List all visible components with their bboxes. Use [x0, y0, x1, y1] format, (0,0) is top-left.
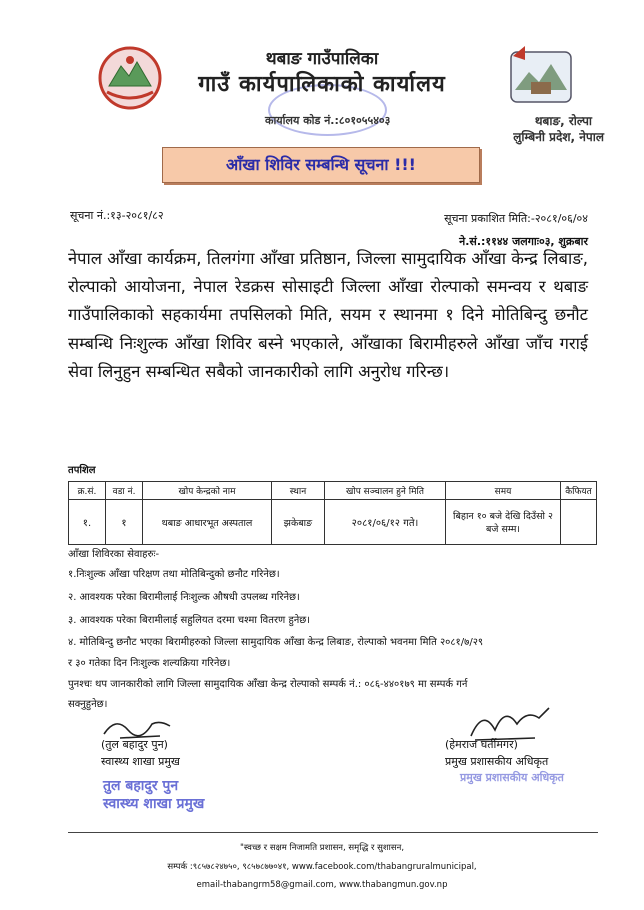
table-cell: थबाङ आधारभूत अस्पताल: [143, 500, 272, 545]
left-stamp-name: तुल बहादुर पुन: [103, 778, 179, 794]
col-header: कैफियत: [561, 482, 597, 500]
service-item: सक्नुहुनेछ।: [68, 699, 108, 710]
service-item: १.निःशुल्क आँखा परिक्षण तथा मोतिबिन्दुको छनौट गरिनेछ।: [68, 569, 280, 580]
left-signatory-title: स्वास्थ्य शाखा प्रमुख: [101, 755, 180, 768]
table-cell: १.: [69, 500, 106, 545]
nepal-sambat-date: ने.सं.:११४४ जलगाः०३, शुक्रबार: [459, 235, 588, 248]
table-header-row: [69, 482, 597, 500]
table-cell: २०८१/०६/१२ गते।: [325, 500, 446, 545]
published-date: सूचना प्रकाशित मिति:-२०८१/०६/०४: [444, 212, 588, 225]
services-heading: आँखा शिविरका सेवाहरुः-: [68, 549, 160, 560]
schedule-table: [68, 481, 597, 545]
office-title: गाउँ कार्यपालिकाको कार्यालय: [198, 72, 446, 97]
left-stamp-title: स्वास्थ्य शाखा प्रमुख: [103, 796, 205, 812]
service-item: ४. मोतिबिन्दु छनौट भएका बिरामीहरुको जिल्ला सामुदायिक आँखा केन्द्र लिबाङ, रोल्पाको भवनमा मिति २०८१/७/२९: [68, 637, 484, 648]
table-cell: [561, 500, 597, 545]
right-signatory-name: (हेमराज घर्तीमगर): [445, 738, 518, 751]
service-item: र ३० गतेका दिन निःशुल्क शल्यक्रिया गरिनेछ।: [68, 658, 231, 669]
notice-title-banner: आँखा शिविर सम्बन्धि सूचना !!!: [162, 147, 480, 183]
table-caption: तपशिल: [68, 465, 96, 476]
col-header: वडा नं.: [106, 482, 143, 500]
service-item: ३. आवश्यक परेका बिरामीलाई सहुलियत दरमा चश्मा वितरण हुनेछ।: [68, 615, 311, 626]
footer-email-web: email-thabangrm58@gmail.com, www.thabangmun.gov.np: [196, 880, 448, 890]
table-cell: १: [106, 500, 143, 545]
notice-body: नेपाल आँखा कार्यक्रम, तिलगंगा आँखा प्रतिष्ठान, जिल्ला सामुदायिक आँखा केन्द्र लिबाङ, रोल्पाको आयोजना, नेपाल रेडक्रस सोसाइटी जिल्ला आँखा रोल्पाको समन्वय र थबाङ गाउँपालिकाको सहकार्यमा तपसिलको मिति, सयम र स्थानमा १ दिने मोतिबिन्दु छनौट सम्बन्धि निःशुल्क आँखा शिविर बस्ने भएकाले, आँखाका बिरामीहरुले आँखा जाँच गराई सेवा लिनुहुन सम्बन्धित सबैको जानकारीको लागि अनुरोध गरिन्छ।: [68, 249, 588, 381]
table-cell: बिहान १० बजे देखि दिउँसो २ बजे सम्म।: [446, 500, 561, 545]
col-header: खोप केन्द्रको नाम: [143, 482, 272, 500]
footer-contact: सम्पर्क :९८५७८२४७५०, ९८५७८७७०४१, www.facebook.com/thabangruralmunicipal,: [167, 862, 477, 872]
address-line-1: थबाङ, रोल्पा: [534, 114, 592, 128]
col-header: स्थान: [272, 482, 325, 500]
left-signatory-name: (तुल बहादुर पुन): [101, 738, 168, 751]
right-stamp: प्रमुख प्रशासकीय अधिकृत: [460, 771, 564, 784]
col-header: क्र.सं.: [69, 482, 106, 500]
col-header: समय: [446, 482, 561, 500]
address-line-2: लुम्बिनी प्रदेश, नेपाल: [513, 130, 604, 144]
service-item: २. आवश्यक परेका बिरामीलाई निःशुल्क औषधी उपलब्ध गरिनेछ।: [68, 592, 300, 603]
col-header: खोप सञ्चालन हुने मिति: [325, 482, 446, 500]
table-cell: झकेबाङ: [272, 500, 325, 545]
footer-divider: [68, 832, 598, 833]
table-row: [69, 500, 597, 545]
service-item: पुनश्चः थप जानकारीको लागि जिल्ला सामुदायिक आँखा केन्द्र रोल्पाको सम्पर्क नं.: ०८६-४४०१७९ मा सम्पर्क गर्न: [68, 679, 468, 690]
right-signatory-title: प्रमुख प्रशासकीय अधिकृत: [445, 755, 549, 768]
municipality-name: थबाङ गाउँपालिका: [265, 49, 379, 69]
office-code: कार्यालय कोड नं.:८०१०५५४०३: [265, 114, 391, 127]
notice-ref-number: सूचना नं.:१३-२०८१/८२: [70, 209, 164, 222]
footer-motto: "स्वच्छ र सक्षम निजामति प्रशासन, समृद्धि र सुशासन,: [239, 843, 405, 853]
